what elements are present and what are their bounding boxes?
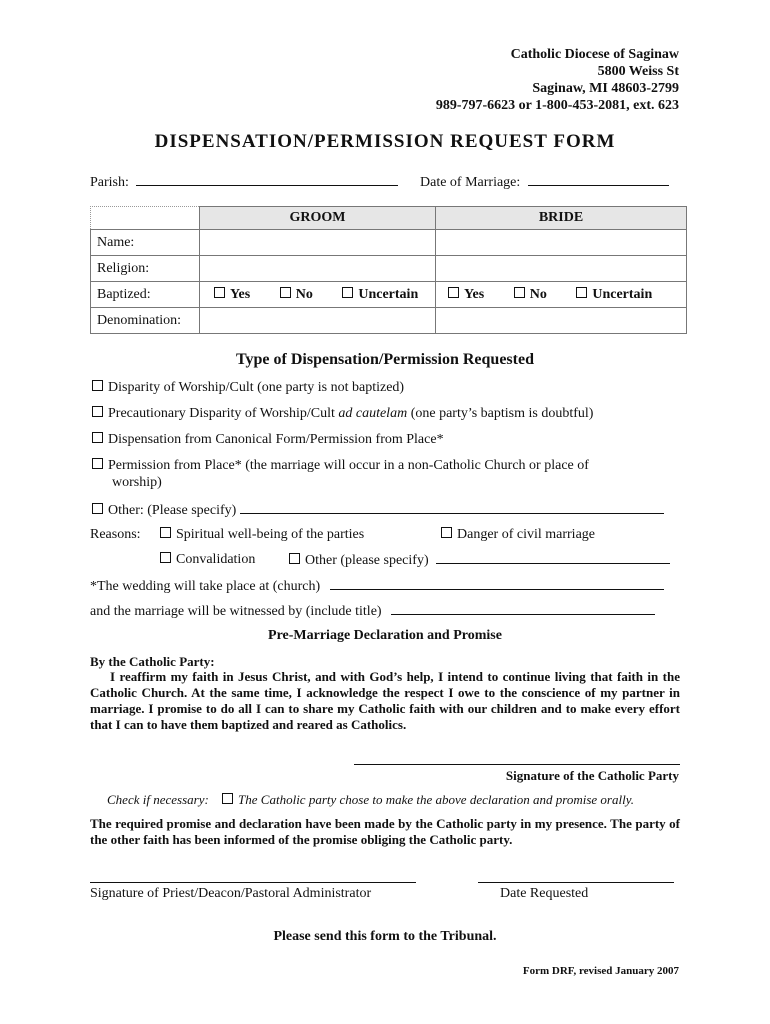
send-note: Please send this form to the Tribunal. xyxy=(273,929,497,944)
oral-declaration-check xyxy=(107,792,634,808)
checkbox-icon[interactable] xyxy=(92,380,103,391)
bride-baptized-uncertain[interactable]: Uncertain xyxy=(576,287,652,302)
checkbox-icon[interactable] xyxy=(222,793,233,804)
checkbox-icon[interactable] xyxy=(92,432,103,443)
catholic-party-label: By the Catholic Party: xyxy=(90,654,215,669)
other-specify-field[interactable] xyxy=(240,501,664,514)
checkbox-icon[interactable] xyxy=(214,287,225,298)
checkbox-icon[interactable] xyxy=(280,287,291,298)
bride-denomination-field[interactable] xyxy=(436,308,687,334)
form-revision: Form DRF, revised January 2007 xyxy=(522,965,679,977)
groom-header: GROOM xyxy=(200,207,436,230)
date-of-marriage-field[interactable] xyxy=(528,173,669,186)
groom-name-field[interactable] xyxy=(200,230,436,256)
party-info-table xyxy=(90,206,687,334)
option-other[interactable]: Other: (Please specify) xyxy=(92,501,664,519)
checkbox-icon[interactable] xyxy=(514,287,525,298)
parish-row xyxy=(90,173,398,191)
option-precautionary[interactable]: Precautionary Disparity of Worship/Cult ad cautelam (one party’s baptism is doubtful) xyxy=(92,405,593,422)
declaration-text: I reaffirm my faith in Jesus Christ, and with God’s help, I intend to continue living that faith in the Catholic Church. At the same time, I acknowledge the respect I owe to the conscience of my partner in marriage. I promise to do all I can to share my Catholic faith with our children and to make every effort that I can to have them baptized and reared as Catholics. xyxy=(90,669,680,732)
bride-baptized-no[interactable]: No xyxy=(514,287,547,302)
reason-other-field[interactable] xyxy=(436,551,670,564)
wedding-place-row xyxy=(90,577,664,595)
form-title: DISPENSATION/PERMISSION REQUEST FORM xyxy=(154,131,616,152)
oral-declaration-text: The Catholic party chose to make the above declaration and promise orally. xyxy=(238,792,635,807)
option-disparity[interactable]: Disparity of Worship/Cult (one party is not baptized) xyxy=(92,379,404,396)
reason-convalidation[interactable]: Convalidation xyxy=(160,551,255,568)
witness-field[interactable] xyxy=(391,602,655,615)
checkbox-icon[interactable] xyxy=(92,406,103,417)
checkbox-icon[interactable] xyxy=(448,287,459,298)
catholic-signature-label: Signature of the Catholic Party xyxy=(505,768,679,783)
bride-baptized-yes[interactable]: Yes xyxy=(448,287,484,302)
wedding-place-field[interactable] xyxy=(330,577,664,590)
denomination-label: Denomination: xyxy=(91,308,200,334)
groom-baptized-yes[interactable]: Yes xyxy=(214,287,250,302)
option-permission-place-cont: worship) xyxy=(112,475,162,490)
groom-baptized-no[interactable]: No xyxy=(280,287,313,302)
premarriage-title: Pre-Marriage Declaration and Promise xyxy=(268,628,502,643)
option-canonical-form[interactable]: Dispensation from Canonical Form/Permission from Place* xyxy=(92,431,444,448)
date-requested-line[interactable] xyxy=(478,882,674,883)
diocese-address xyxy=(436,46,679,114)
catholic-signature-line[interactable] xyxy=(354,764,680,765)
phone-numbers: 989-797-6623 or 1-800-453-2081, ext. 623 xyxy=(435,98,679,113)
checkbox-icon[interactable] xyxy=(289,553,300,564)
bride-baptized-options xyxy=(436,282,687,308)
checkbox-icon[interactable] xyxy=(160,527,171,538)
date-of-marriage-label: Date of Marriage: xyxy=(420,175,521,190)
option-permission-place[interactable]: Permission from Place* (the marriage will occur in a non-Catholic Church or place of worship) xyxy=(92,457,589,491)
date-of-marriage-row xyxy=(420,173,669,191)
parish-field[interactable] xyxy=(136,173,398,186)
diocese-name: Catholic Diocese of Saginaw xyxy=(510,47,679,62)
groom-religion-field[interactable] xyxy=(200,256,436,282)
bride-name-field[interactable] xyxy=(436,230,687,256)
reason-other[interactable]: Other (please specify) xyxy=(289,551,670,569)
checkbox-icon[interactable] xyxy=(576,287,587,298)
street-address: 5800 Weiss St xyxy=(597,64,679,79)
date-requested-label: Date Requested xyxy=(500,886,589,901)
checkbox-icon[interactable] xyxy=(92,503,103,514)
check-necessary-label: Check if necessary: xyxy=(107,792,209,807)
promise-statement: The required promise and declaration have been made by the Catholic party in my presence. The party of the other faith has been informed of the promise obliging the Catholic party. xyxy=(90,816,680,847)
reason-danger[interactable]: Danger of civil marriage xyxy=(441,526,595,543)
baptized-label: Baptized: xyxy=(91,282,200,308)
groom-baptized-options xyxy=(200,282,436,308)
witness-label: and the marriage will be witnessed by (include title) xyxy=(90,604,382,619)
checkbox-icon[interactable] xyxy=(92,458,103,469)
religion-label: Religion: xyxy=(91,256,200,282)
name-label: Name: xyxy=(91,230,200,256)
checkbox-icon[interactable] xyxy=(342,287,353,298)
reason-spiritual[interactable]: Spiritual well-being of the parties xyxy=(160,526,364,543)
dispensation-type-title: Type of Dispensation/Permission Requested xyxy=(236,351,534,368)
witness-row xyxy=(90,602,655,620)
priest-signature-line[interactable] xyxy=(90,882,416,883)
priest-signature-label: Signature of Priest/Deacon/Pastoral Administrator xyxy=(90,886,372,901)
groom-baptized-uncertain[interactable]: Uncertain xyxy=(342,287,418,302)
checkbox-icon[interactable] xyxy=(160,552,171,563)
bride-religion-field[interactable] xyxy=(436,256,687,282)
bride-header: BRIDE xyxy=(436,207,687,230)
wedding-place-label: *The wedding will take place at (church) xyxy=(90,579,321,594)
city-state-zip: Saginaw, MI 48603-2799 xyxy=(532,81,679,96)
groom-denomination-field[interactable] xyxy=(200,308,436,334)
reasons-label: Reasons: xyxy=(90,527,141,542)
checkbox-icon[interactable] xyxy=(441,527,452,538)
parish-label: Parish: xyxy=(90,175,129,190)
